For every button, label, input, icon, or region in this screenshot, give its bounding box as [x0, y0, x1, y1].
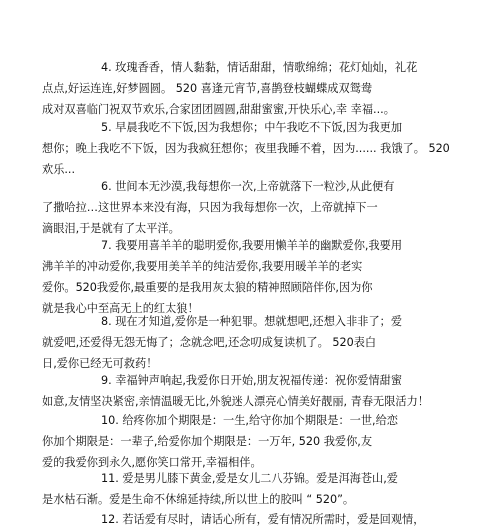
text-line: 点点,好运连连,好梦圆圆。 520 喜逢元宵节,喜鹊登枝蝴蝶成双鸳鸯: [42, 82, 373, 95]
text-line: 爱你。520我爱你,最重要的是我用灰太狼的精神照顾陪伴你,因为你: [42, 281, 373, 294]
paragraph-5: [42, 117, 462, 180]
text-line: 滴眼泪,于是就有了太平洋。: [42, 222, 180, 235]
paragraph-9: [42, 370, 462, 412]
text-line: 8. 现在才知道,爱你是一种犯罪。想就想吧,还想入非非了；爱: [101, 315, 403, 328]
paragraph-11: [42, 468, 462, 510]
paragraph-4: [42, 57, 462, 120]
paragraph-6: [42, 176, 462, 239]
paragraph-8: [42, 311, 462, 374]
text-line: 是水枯石渐。爱是生命不休绵延持续,所以世上的胶叫 “ 520”。: [42, 493, 355, 506]
paragraph-10: [42, 410, 462, 473]
text-line: 想你；晚上我吃不下饭，因为我疯狂想你；夜里我睡不着，因为...... 我饿了。 520: [42, 142, 450, 155]
text-line: 11. 爱是男儿膝下黄金,爱是女儿二八芬锦。爱是洱海苍山,爱: [101, 472, 398, 485]
text-line: 就爱吧,还爱得无怨无悔了；念就念吧,还念叨成复读机了。 520表白: [42, 336, 377, 349]
text-line: 爱的我爱你到永久,愿你笑口常开,幸福相伴。: [42, 456, 262, 469]
text-line: 就是我心中至高无上的红太狼！: [42, 302, 199, 315]
text-line: 你加个期限是：一辈子,给爱你加个期限是：一万年, 520 我爱你,友: [42, 435, 373, 448]
text-line: 成对双喜临门祝双节欢乐,合家团团圆圆,甜甜蜜蜜,开快乐心,幸 幸福...。: [42, 103, 395, 116]
text-line: 7. 我要用喜羊羊的聪明爱你,我要用懒羊羊的幽默爱你,我要用: [101, 239, 403, 252]
text-line: 如意,友情坚决紧密,亲情温暖无比,外貌迷人漂亮心情美好靓丽, 青春无限活力！: [42, 395, 429, 408]
text-line: 6. 世间本无沙漠,我每想你一次,上帝就落下一粒沙,从此便有: [101, 180, 395, 193]
text-line: 沸羊羊的冲动爱你,我要用美羊羊的纯洁爱你,我要用暖羊羊的老实: [42, 260, 363, 273]
text-line: 5. 早晨我吃不下饭,因为我想你；中午我吃不下饭,因为我更加: [101, 121, 403, 134]
text-line: 日,爱你已经无可救药！: [42, 357, 158, 370]
text-line: 10. 给疼你加个期限是：一生,给守你加个期限是：一世,给恋: [101, 414, 398, 427]
text-line: 欢乐...: [42, 163, 76, 176]
text-line: 4. 玫瑰香香，情人黏黏，情话甜甜，情歌绵绵；花灯灿灿，礼花: [101, 61, 418, 74]
text-line: 了撒哈拉…这世界本来没有海，只因为我每想你一次，上帝就掉下一: [42, 201, 378, 214]
paragraph-12: [42, 509, 462, 530]
paragraph-7: [42, 235, 462, 319]
text-line: 12. 若话爱有尽时，请话心所有，爱有情况所需时，爱是回观情，: [101, 513, 425, 526]
text-line: 9. 幸福钟声响起,我爱你日开始,朋友祝福传递：祝你爱情甜蜜: [101, 374, 403, 387]
